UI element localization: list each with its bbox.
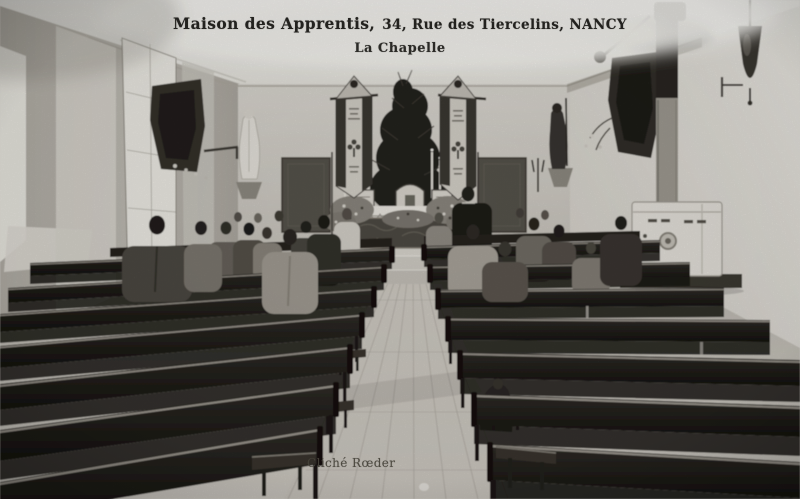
postcard-title	[0, 14, 800, 33]
photographer-credit: Cliché Rœder	[307, 456, 396, 470]
title-main: Maison des Apprentis,	[173, 14, 376, 33]
postcard-subtitle: La Chapelle	[354, 41, 446, 56]
title-address: 34, Rue des Tiercelins, NANCY	[382, 17, 627, 33]
